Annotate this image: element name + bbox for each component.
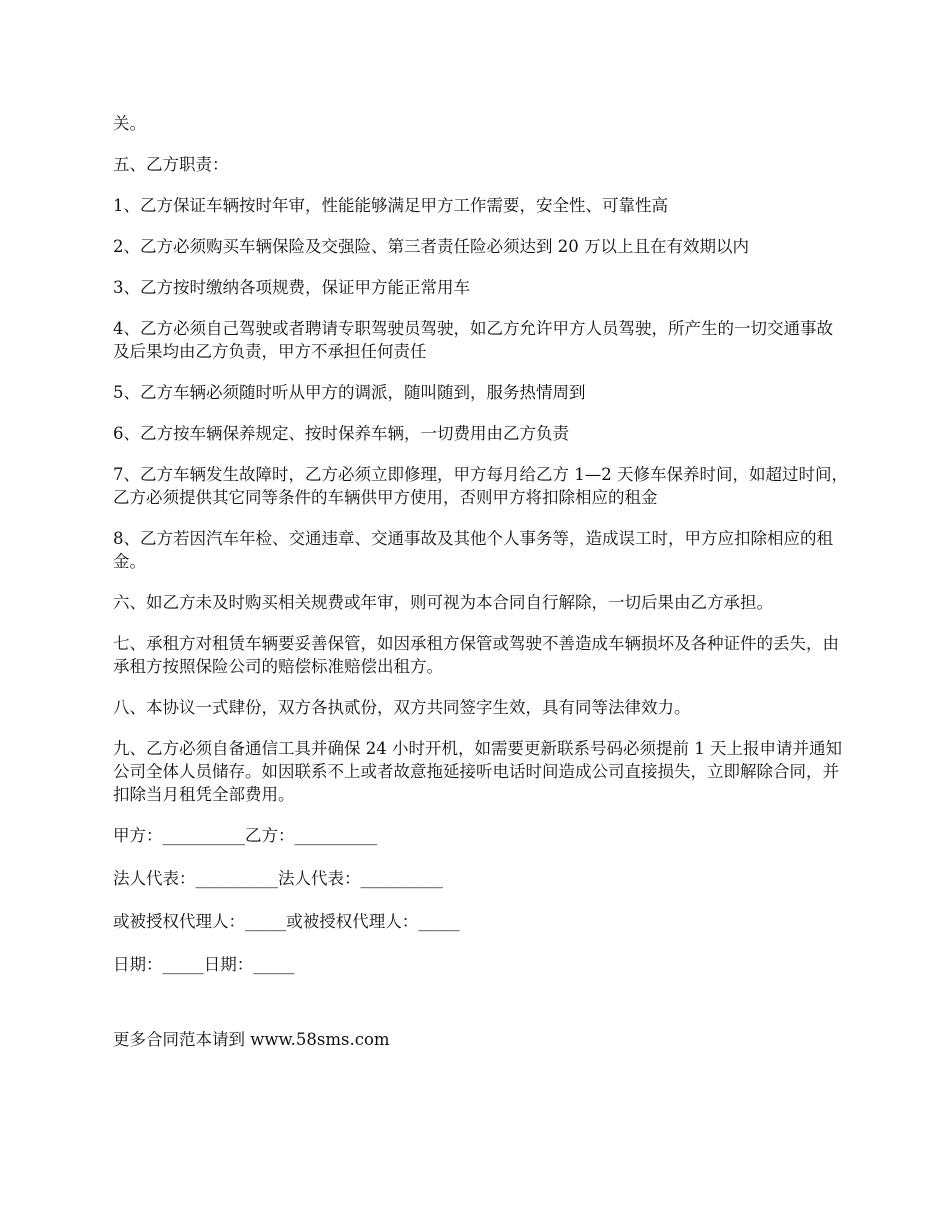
section-6: 六、如乙方未及时购买相关规费或年审，则可视为本合同自行解除，一切后果由乙方承担。 [113, 593, 773, 612]
signature-party-line: 甲方：__________乙方：__________ [113, 826, 377, 845]
signature-date-line: 日期：_____日期：_____ [113, 955, 295, 974]
clause-5-6: 6、乙方按车辆保养规定、按时保养车辆，一切费用由乙方负责 [113, 424, 569, 443]
section-heading-5: 五、乙方职责： [113, 155, 229, 174]
clause-5-1: 1、乙方保证车辆按时年审，性能能够满足甲方工作需要，安全性、可靠性高 [113, 196, 668, 215]
section-7: 七、承租方对租赁车辆要妥善保管，如因承租方保管或驾驶不善造成车辆损坏及各种证件的丢失，由承租方按照保险公司的赔偿标准赔偿出租方。 [113, 634, 839, 676]
clause-5-2: 2、乙方必须购买车辆保险及交强险、第三者责任险必须达到 20 万以上且在有效期以内 [113, 237, 749, 256]
clause-5-5: 5、乙方车辆必须随时听从甲方的调派，随叫随到，服务热情周到 [113, 383, 586, 402]
footer-note: 更多合同范本请到 www.58sms.com [113, 1030, 390, 1049]
section-8: 八、本协议一式肆份，双方各执贰份，双方共同签字生效，具有同等法律效力。 [113, 698, 691, 717]
clause-5-3: 3、乙方按时缴纳各项规费，保证甲方能正常用车 [113, 278, 470, 297]
document-body [113, 112, 848, 1069]
clause-5-7: 7、乙方车辆发生故障时，乙方必须立即修理，甲方每月给乙方 1—2 天修车保养时间，如超过时间，乙方必须提供其它同等条件的车辆供甲方使用，否则甲方将扣除相应的租金 [113, 465, 848, 507]
signature-legal-rep-line: 法人代表：__________法人代表：__________ [113, 869, 443, 888]
clause-5-4: 4、乙方必须自己驾驶或者聘请专职驾驶员驾驶，如乙方允许甲方人员驾驶，所产生的一切交通事故及后果均由乙方负责，甲方不承担任何责任 [113, 319, 833, 361]
clause-5-8: 8、乙方若因汽车年检、交通违章、交通事故及其他个人事务等，造成误工时，甲方应扣除相应的租金。 [113, 529, 833, 571]
paragraph-continuation: 关。 [113, 114, 146, 133]
signature-agent-line: 或被授权代理人：_____或被授权代理人：_____ [113, 912, 460, 931]
section-9: 九、乙方必须自备通信工具并确保 24 小时开机，如需要更新联系号码必须提前 1 天上报申请并通知公司全体人员储存。如因联系不上或者故意拖延接听电话时间造成公司直接损失，立即解除合同，并扣除当月租凭全部费用。 [113, 739, 842, 804]
